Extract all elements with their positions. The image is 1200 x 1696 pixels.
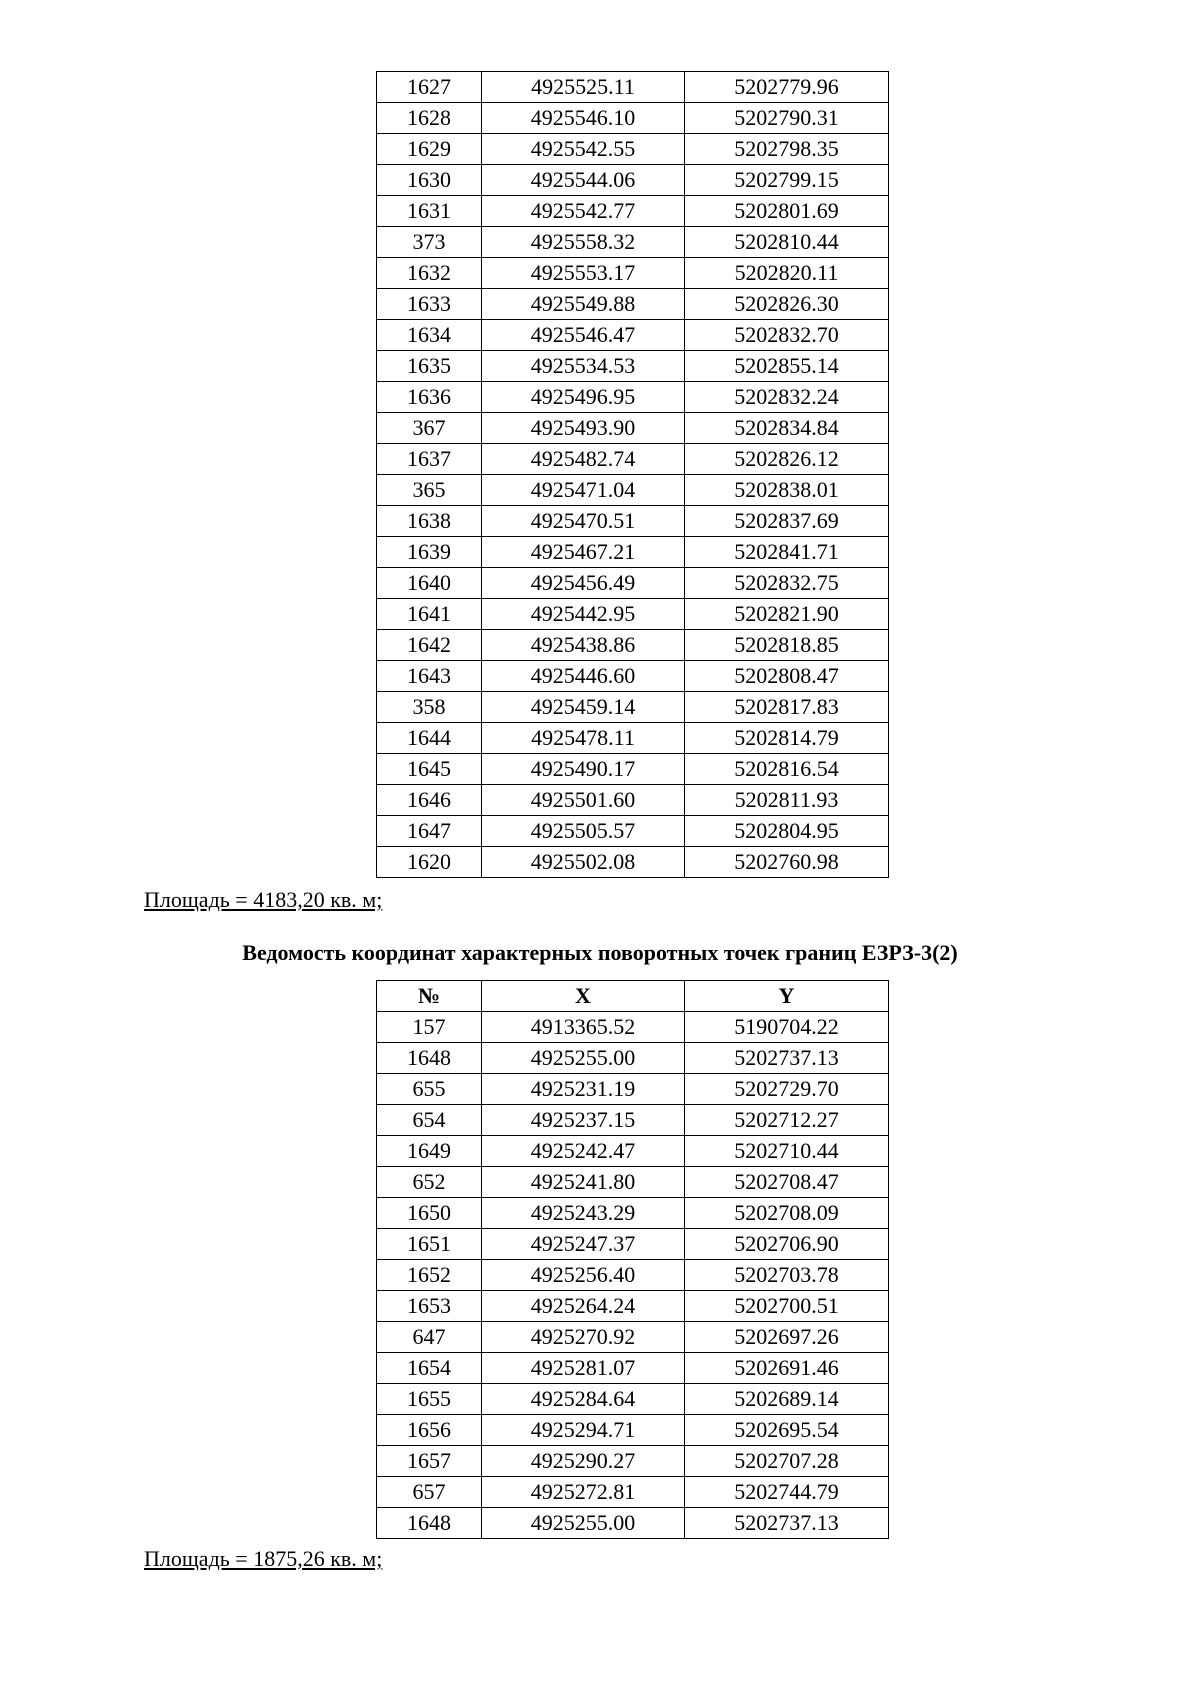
y-coordinate-cell: 5202832.70 [685,320,889,351]
point-number-cell: 1648 [377,1043,482,1074]
y-coordinate-cell: 5202826.12 [685,444,889,475]
point-number-cell: 1637 [377,444,482,475]
table-row [377,413,889,444]
point-number-cell: 647 [377,1322,482,1353]
y-coordinate-cell: 5202818.85 [685,630,889,661]
x-coordinate-cell: 4925546.10 [482,103,685,134]
point-number-cell: 1640 [377,568,482,599]
x-coordinate-cell: 4925478.11 [482,723,685,754]
x-coordinate-cell: 4925255.00 [482,1508,685,1539]
x-coordinate-cell: 4925272.81 [482,1477,685,1508]
table-row [377,196,889,227]
table-row [377,1322,889,1353]
y-coordinate-cell: 5202808.47 [685,661,889,692]
point-number-cell: 1639 [377,537,482,568]
table-row [377,475,889,506]
y-coordinate-cell: 5202811.93 [685,785,889,816]
y-coordinate-cell: 5202700.51 [685,1291,889,1322]
point-number-cell: 1643 [377,661,482,692]
x-coordinate-cell: 4925470.51 [482,506,685,537]
y-coordinate-cell: 5202834.84 [685,413,889,444]
point-number-cell: 655 [377,1074,482,1105]
point-number-cell: 1654 [377,1353,482,1384]
point-number-cell: 1650 [377,1198,482,1229]
table-row [377,1074,889,1105]
table-row [377,754,889,785]
table-row [377,134,889,165]
y-coordinate-cell: 5202707.28 [685,1446,889,1477]
x-coordinate-cell: 4913365.52 [482,1012,685,1043]
x-coordinate-cell: 4925558.32 [482,227,685,258]
y-coordinate-cell: 5202729.70 [685,1074,889,1105]
table-row [377,847,889,878]
y-coordinate-cell: 5202779.96 [685,72,889,103]
table-row [377,1415,889,1446]
y-coordinate-cell: 5202744.79 [685,1477,889,1508]
point-number-cell: 1648 [377,1508,482,1539]
header-number: № [377,981,482,1012]
table-row [377,165,889,196]
point-number-cell: 367 [377,413,482,444]
y-coordinate-cell: 5202814.79 [685,723,889,754]
table-row [377,1043,889,1074]
table-row [377,1136,889,1167]
y-coordinate-cell: 5202760.98 [685,847,889,878]
point-number-cell: 652 [377,1167,482,1198]
y-coordinate-cell: 5202810.44 [685,227,889,258]
x-coordinate-cell: 4925284.64 [482,1384,685,1415]
point-number-cell: 1632 [377,258,482,289]
point-number-cell: 1629 [377,134,482,165]
x-coordinate-cell: 4925241.80 [482,1167,685,1198]
y-coordinate-cell: 5202804.95 [685,816,889,847]
x-coordinate-cell: 4925467.21 [482,537,685,568]
table-row [377,351,889,382]
table-row [377,382,889,413]
x-coordinate-cell: 4925243.29 [482,1198,685,1229]
y-coordinate-cell: 5202737.13 [685,1508,889,1539]
table-row [377,444,889,475]
point-number-cell: 1652 [377,1260,482,1291]
y-coordinate-cell: 5202841.71 [685,537,889,568]
y-coordinate-cell: 5202703.78 [685,1260,889,1291]
area-summary-1: Площадь = 4183,20 кв. м; [144,887,383,912]
y-coordinate-cell: 5202708.47 [685,1167,889,1198]
y-coordinate-cell: 5202710.44 [685,1136,889,1167]
point-number-cell: 1620 [377,847,482,878]
x-coordinate-cell: 4925493.90 [482,413,685,444]
y-coordinate-cell: 5202838.01 [685,475,889,506]
x-coordinate-cell: 4925490.17 [482,754,685,785]
y-coordinate-cell: 5202737.13 [685,1043,889,1074]
table-row [377,227,889,258]
x-coordinate-cell: 4925231.19 [482,1074,685,1105]
y-coordinate-cell: 5202816.54 [685,754,889,785]
y-coordinate-cell: 5202790.31 [685,103,889,134]
point-number-cell: 1647 [377,816,482,847]
table-row [377,816,889,847]
x-coordinate-cell: 4925544.06 [482,165,685,196]
table-row [377,1012,889,1043]
x-coordinate-cell: 4925482.74 [482,444,685,475]
x-coordinate-cell: 4925534.53 [482,351,685,382]
table-row [377,258,889,289]
table-row [377,599,889,630]
point-number-cell: 358 [377,692,482,723]
x-coordinate-cell: 4925501.60 [482,785,685,816]
x-coordinate-cell: 4925446.60 [482,661,685,692]
table-row [377,1353,889,1384]
point-number-cell: 1641 [377,599,482,630]
table-row [377,1508,889,1539]
table-row [377,103,889,134]
table-row [377,72,889,103]
x-coordinate-cell: 4925290.27 [482,1446,685,1477]
point-number-cell: 1635 [377,351,482,382]
section-title: Ведомость координат характерных поворотных точек границ ЕЗРЗ-3(2) [242,940,958,965]
table-row [377,630,889,661]
y-coordinate-cell: 5202855.14 [685,351,889,382]
point-number-cell: 1628 [377,103,482,134]
x-coordinate-cell: 4925255.00 [482,1043,685,1074]
point-number-cell: 657 [377,1477,482,1508]
x-coordinate-cell: 4925549.88 [482,289,685,320]
x-coordinate-cell: 4925471.04 [482,475,685,506]
x-coordinate-cell: 4925264.24 [482,1291,685,1322]
x-coordinate-cell: 4925525.11 [482,72,685,103]
table-row [377,661,889,692]
x-coordinate-cell: 4925505.57 [482,816,685,847]
table-row [377,1105,889,1136]
point-number-cell: 1634 [377,320,482,351]
x-coordinate-cell: 4925237.15 [482,1105,685,1136]
table-row [377,723,889,754]
header-row [377,981,889,1012]
header-y: Y [685,981,889,1012]
y-coordinate-cell: 5202832.24 [685,382,889,413]
y-coordinate-cell: 5202817.83 [685,692,889,723]
y-coordinate-cell: 5202697.26 [685,1322,889,1353]
point-number-cell: 1630 [377,165,482,196]
y-coordinate-cell: 5202691.46 [685,1353,889,1384]
table-row [377,1167,889,1198]
x-coordinate-cell: 4925542.77 [482,196,685,227]
coordinates-table-1-body [377,72,889,878]
area-summary-2: Площадь = 1875,26 кв. м; [144,1546,383,1571]
x-coordinate-cell: 4925247.37 [482,1229,685,1260]
coordinates-table-2-header [377,981,889,1012]
x-coordinate-cell: 4925553.17 [482,258,685,289]
point-number-cell: 1636 [377,382,482,413]
x-coordinate-cell: 4925281.07 [482,1353,685,1384]
y-coordinate-cell: 5202798.35 [685,134,889,165]
point-number-cell: 1633 [377,289,482,320]
header-x: X [482,981,685,1012]
table-row [377,320,889,351]
point-number-cell: 1651 [377,1229,482,1260]
y-coordinate-cell: 5202712.27 [685,1105,889,1136]
table-row [377,1291,889,1322]
x-coordinate-cell: 4925502.08 [482,847,685,878]
coordinates-table-2 [376,980,889,1539]
x-coordinate-cell: 4925456.49 [482,568,685,599]
y-coordinate-cell: 5202695.54 [685,1415,889,1446]
y-coordinate-cell: 5202821.90 [685,599,889,630]
point-number-cell: 1644 [377,723,482,754]
y-coordinate-cell: 5202837.69 [685,506,889,537]
y-coordinate-cell: 5202799.15 [685,165,889,196]
y-coordinate-cell: 5202708.09 [685,1198,889,1229]
x-coordinate-cell: 4925270.92 [482,1322,685,1353]
y-coordinate-cell: 5202820.11 [685,258,889,289]
table-row [377,1229,889,1260]
point-number-cell: 1657 [377,1446,482,1477]
point-number-cell: 157 [377,1012,482,1043]
table-row [377,1477,889,1508]
table-row [377,785,889,816]
coordinates-table-2-body [377,1012,889,1539]
point-number-cell: 373 [377,227,482,258]
coordinates-table-1 [376,71,889,878]
table-row [377,1384,889,1415]
table-row [377,568,889,599]
table-row [377,692,889,723]
x-coordinate-cell: 4925294.71 [482,1415,685,1446]
point-number-cell: 365 [377,475,482,506]
point-number-cell: 1655 [377,1384,482,1415]
x-coordinate-cell: 4925546.47 [482,320,685,351]
y-coordinate-cell: 5202706.90 [685,1229,889,1260]
table-row [377,506,889,537]
point-number-cell: 1656 [377,1415,482,1446]
x-coordinate-cell: 4925496.95 [482,382,685,413]
table-row [377,1198,889,1229]
x-coordinate-cell: 4925459.14 [482,692,685,723]
point-number-cell: 1649 [377,1136,482,1167]
x-coordinate-cell: 4925256.40 [482,1260,685,1291]
point-number-cell: 1642 [377,630,482,661]
x-coordinate-cell: 4925438.86 [482,630,685,661]
point-number-cell: 1638 [377,506,482,537]
table-row [377,1446,889,1477]
point-number-cell: 1627 [377,72,482,103]
x-coordinate-cell: 4925242.47 [482,1136,685,1167]
y-coordinate-cell: 5190704.22 [685,1012,889,1043]
y-coordinate-cell: 5202801.69 [685,196,889,227]
x-coordinate-cell: 4925442.95 [482,599,685,630]
table-row [377,537,889,568]
table-row [377,289,889,320]
point-number-cell: 1631 [377,196,482,227]
x-coordinate-cell: 4925542.55 [482,134,685,165]
y-coordinate-cell: 5202689.14 [685,1384,889,1415]
point-number-cell: 1645 [377,754,482,785]
point-number-cell: 654 [377,1105,482,1136]
point-number-cell: 1646 [377,785,482,816]
point-number-cell: 1653 [377,1291,482,1322]
table-row [377,1260,889,1291]
y-coordinate-cell: 5202832.75 [685,568,889,599]
y-coordinate-cell: 5202826.30 [685,289,889,320]
